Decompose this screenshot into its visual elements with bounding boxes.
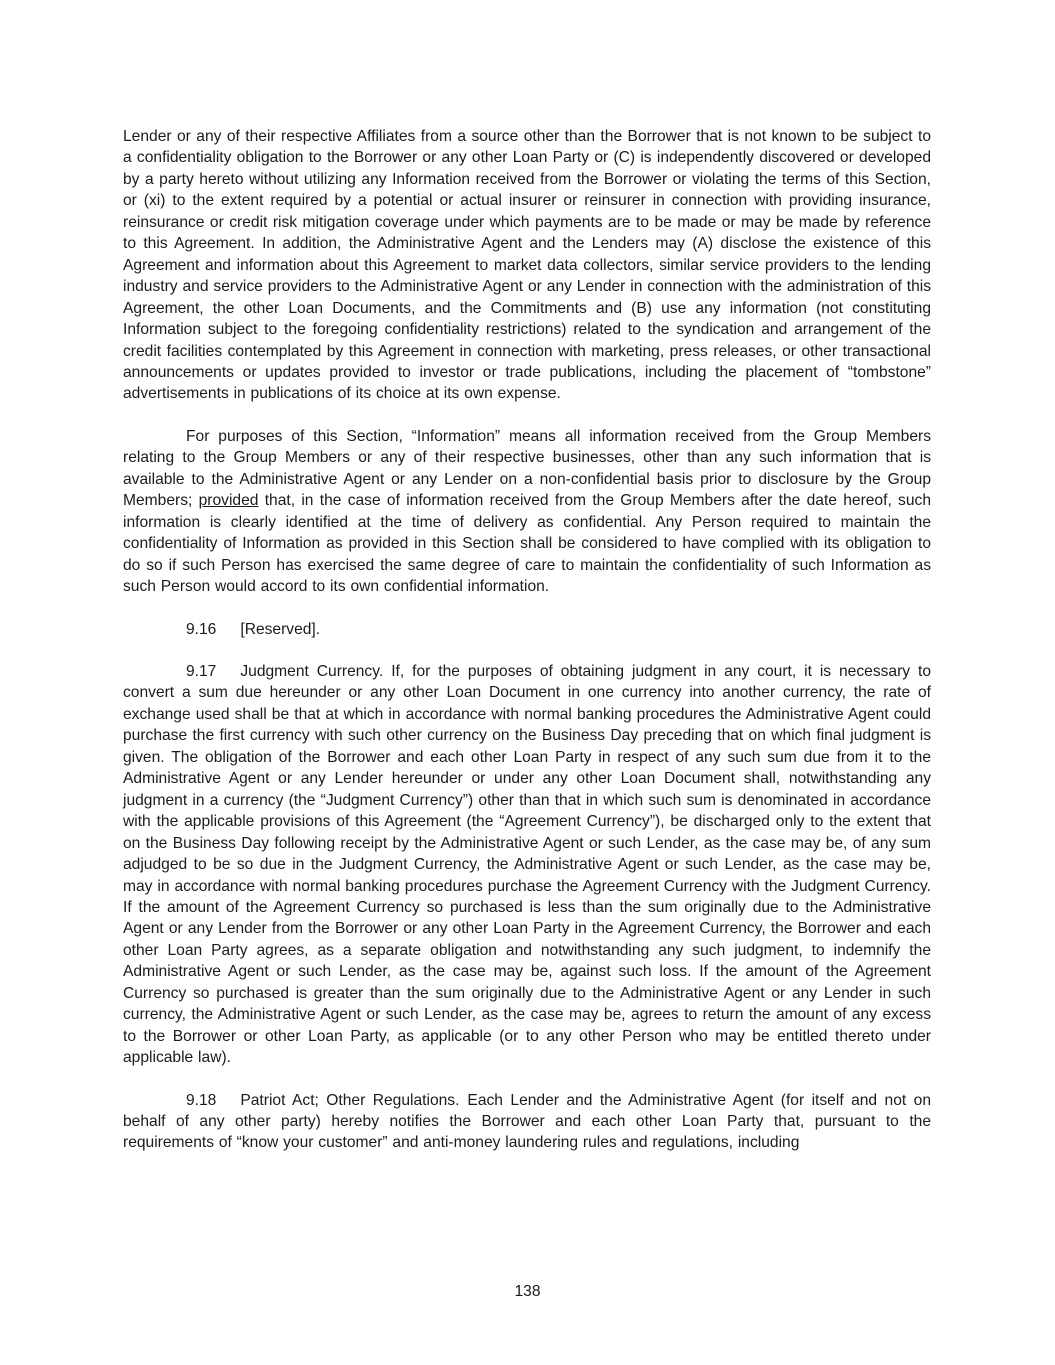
page-number: 138 [514, 1283, 541, 1300]
section-9-17-judgment-currency [123, 661, 931, 1069]
section-9-17-heading: Judgment Currency. [240, 662, 384, 680]
section-9-16-reserved [123, 619, 931, 640]
information-definition-text-after: that, in the case of information received from the Group Members after the date hereof, such information is clearly identified at the time of delivery as confidential. Any Person required to maintain the confidentiality of Information as provided in this Section shall be considered to have complied with its obligation to do so if such Person has exercised the same degree of care to maintain the confidentiality of such Information as such Person would accord to its own confidential information. [123, 492, 931, 596]
paragraph-confidentiality-continuation: Lender or any of their respective Affiliates from a source other than the Borrower that is not known to be subject to a confidentiality obligation to the Borrower or any other Loan Party or (C) is independently discovered or developed by a party hereto without utilizing any Information received from the Borrower or violating the terms of this Section, or (xi) to the extent required by a potential or actual insurer or reinsurer in connection with providing insurance, reinsurance or credit risk mitigation coverage under which payments are to be made or may be made by reference to this Agreement. In addition, the Administrative Agent and the Lenders may (A) disclose the existence of this Agreement and information about this Agreement to market data collectors, similar service providers to the lending industry and service providers to the Administrative Agent or any Lender in connection with the administration of this Agreement, the other Loan Documents, and the Commitments and (B) use any information (not constituting Information subject to the foregoing confidentiality restrictions) related to the syndication and arrangement of the credit facilities contemplated by this Agreement in connection with marketing, press releases, or other transactional announcements or updates provided to investor or trade publications, including the placement of “tombstone” advertisements in publications of its choice at its own expense. [123, 128, 931, 403]
information-definition-text-before: For purposes of this Section, “Information” means all information received from the Group Members relating to the Group Members or any of their respective businesses, other than any such information that is available to the Administrative Agent or any Lender on a non-confidential basis prior to disclosure by the Group Members; [123, 427, 931, 510]
document-content [123, 126, 931, 1175]
section-9-18-number: 9.18 [186, 1091, 217, 1109]
section-9-16-heading: [Reserved]. [240, 620, 321, 638]
section-9-18-body: Each Lender and the Administrative Agent (for itself and not on behalf of any other party) hereby notifies the Borrower and each other Loan Party that, pursuant to the requirements of “know your customer” and anti-money laundering rules and regulations, including [123, 1091, 931, 1152]
section-9-18-patriot-act [123, 1090, 931, 1154]
section-9-16-number: 9.16 [186, 620, 217, 638]
paragraph-information-definition [123, 426, 931, 598]
section-9-17-number: 9.17 [186, 662, 217, 680]
provided-term: provided [198, 492, 259, 510]
section-9-18-heading: Patriot Act; Other Regulations. [240, 1091, 460, 1109]
section-9-17-body: If, for the purposes of obtaining judgment in any court, it is necessary to convert a sum due hereunder or any other Loan Document in one currency into another currency, the rate of exchange used shall be that at which in accordance with normal banking procedures the Administrative Agent could purchase the first currency with such other currency on the Business Day preceding that on which final judgment is given. The obligation of the Borrower and each other Loan Party in respect of any such sum due from it to the Administrative Agent or any Lender hereunder or under any other Loan Document shall, notwithstanding any judgment in a currency (the “Judgment Currency”) other than that in which such sum is denominated in accordance with the applicable provisions of this Agreement (the “Agreement Currency”), be discharged only to the extent that on the Business Day following receipt by the Administrative Agent or such Lender, as the case may be, of any sum adjudged to be so due in the Judgment Currency, the Administrative Agent or such Lender, as the case may be, may in accordance with normal banking procedures purchase the Agreement Currency with the Judgment Currency. If the amount of the Agreement Currency so purchased is less than the sum originally due to the Administrative Agent or any Lender from the Borrower or any other Loan Party in the Agreement Currency, the Borrower and each other Loan Party agrees, as a separate obligation and notwithstanding any such judgment, to indemnify the Administrative Agent or such Lender, as the case may be, against such loss. If the amount of the Agreement Currency so purchased is greater than the sum originally due to the Administrative Agent or any Lender in such currency, the Administrative Agent or such Lender, as the case may be, agrees to return the amount of any excess to the Borrower or other Loan Party, as applicable (or to any other Person who may be entitled thereto under applicable law). [123, 662, 931, 1067]
